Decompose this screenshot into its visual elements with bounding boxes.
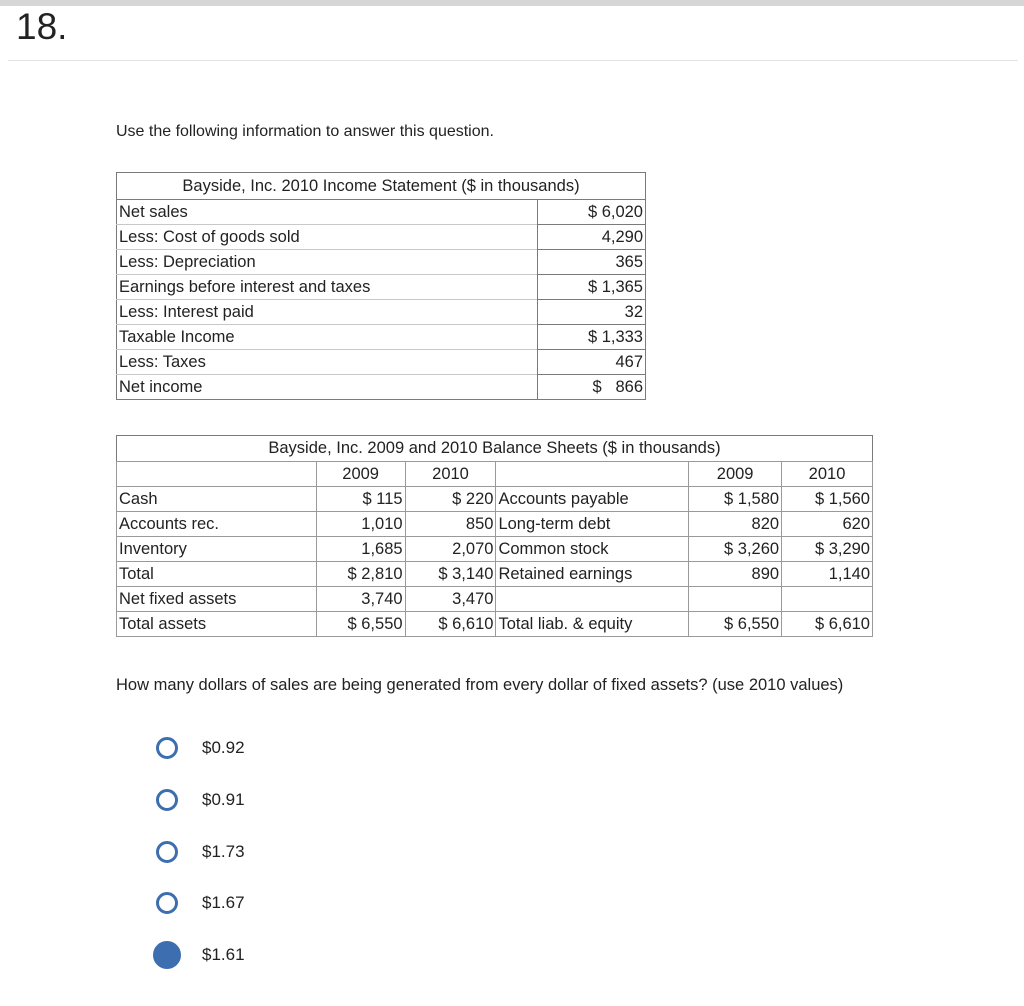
liability-2010: $ 3,290 (782, 537, 873, 562)
row-label: Less: Interest paid (117, 300, 538, 325)
table-row (117, 325, 646, 350)
column-header-2010: 2010 (782, 462, 873, 487)
table-row (117, 275, 646, 300)
asset-2009: $ 115 (316, 487, 405, 512)
liability-2009: 890 (689, 562, 782, 587)
table-row (117, 512, 873, 537)
asset-2009: $ 2,810 (316, 562, 405, 587)
liability-label: Long-term debt (496, 512, 689, 537)
row-label: Net sales (117, 200, 538, 225)
table-row (117, 250, 646, 275)
column-header-2009: 2009 (316, 462, 405, 487)
table-row (117, 587, 873, 612)
liability-label: Retained earnings (496, 562, 689, 587)
asset-2010: 3,470 (405, 587, 496, 612)
row-label: Taxable Income (117, 325, 538, 350)
row-label: Less: Cost of goods sold (117, 225, 538, 250)
intro-text: Use the following information to answer this question. (116, 123, 494, 140)
table-row (117, 537, 873, 562)
radio-button-icon[interactable] (156, 841, 178, 863)
liability-label: Common stock (496, 537, 689, 562)
row-value: $ 866 (537, 375, 645, 400)
table-row (117, 487, 873, 512)
row-value: $ 6,020 (537, 200, 645, 225)
question-text: How many dollars of sales are being generated from every dollar of fixed assets? (use 2010 values) (116, 676, 844, 694)
row-value: $ 1,333 (537, 325, 645, 350)
answer-option-label: $1.73 (202, 842, 245, 861)
liability-2010 (782, 587, 873, 612)
row-value: 4,290 (537, 225, 645, 250)
balance-sheet-title: Bayside, Inc. 2009 and 2010 Balance Sheets ($ in thousands) (117, 436, 873, 462)
asset-2009: 3,740 (316, 587, 405, 612)
row-label: Less: Taxes (117, 350, 538, 375)
row-label: Earnings before interest and taxes (117, 275, 538, 300)
radio-button-icon[interactable] (156, 892, 178, 914)
answer-option-selected[interactable] (156, 941, 245, 969)
answer-option[interactable] (156, 841, 245, 863)
empty-cell (117, 462, 317, 487)
answer-option-label: $0.92 (202, 738, 245, 757)
asset-label: Inventory (117, 537, 317, 562)
asset-2010: 2,070 (405, 537, 496, 562)
income-statement-table (116, 172, 646, 400)
liability-2010: $ 1,560 (782, 487, 873, 512)
answer-option-label: $0.91 (202, 790, 245, 809)
asset-2010: $ 3,140 (405, 562, 496, 587)
header-row (117, 462, 873, 487)
column-header-2009: 2009 (689, 462, 782, 487)
row-label: Less: Depreciation (117, 250, 538, 275)
table-row (117, 300, 646, 325)
liability-2009: $ 1,580 (689, 487, 782, 512)
answer-option[interactable] (156, 789, 245, 811)
row-value: 467 (537, 350, 645, 375)
liability-label (496, 587, 689, 612)
table-row (117, 350, 646, 375)
asset-2009: $ 6,550 (316, 612, 405, 637)
asset-2010: $ 220 (405, 487, 496, 512)
asset-label: Cash (117, 487, 317, 512)
answer-option-label: $1.61 (202, 945, 245, 964)
asset-label: Accounts rec. (117, 512, 317, 537)
liability-2009: 820 (689, 512, 782, 537)
liability-2010: 1,140 (782, 562, 873, 587)
table-row (117, 225, 646, 250)
asset-2010: 850 (405, 512, 496, 537)
liability-2009: $ 3,260 (689, 537, 782, 562)
balance-sheet-table (116, 435, 873, 637)
table-row (117, 375, 646, 400)
asset-2009: 1,685 (316, 537, 405, 562)
empty-cell (496, 462, 689, 487)
liability-2010: $ 6,610 (782, 612, 873, 637)
liability-2009 (689, 587, 782, 612)
top-bar (0, 0, 1024, 6)
question-number: 18. (16, 6, 68, 47)
liability-label: Accounts payable (496, 487, 689, 512)
table-row (117, 562, 873, 587)
answer-option-label: $1.67 (202, 893, 245, 912)
income-statement-title: Bayside, Inc. 2010 Income Statement ($ in thousands) (117, 173, 646, 200)
table-row (117, 612, 873, 637)
liability-label: Total liab. & equity (496, 612, 689, 637)
asset-2010: $ 6,610 (405, 612, 496, 637)
radio-button-selected-icon[interactable] (153, 941, 181, 969)
header-divider (8, 60, 1018, 61)
row-label: Net income (117, 375, 538, 400)
asset-label: Net fixed assets (117, 587, 317, 612)
answer-option[interactable] (156, 892, 245, 914)
answer-option[interactable] (156, 737, 245, 759)
asset-label: Total assets (117, 612, 317, 637)
radio-button-icon[interactable] (156, 789, 178, 811)
table-row (117, 200, 646, 225)
row-value: 365 (537, 250, 645, 275)
liability-2009: $ 6,550 (689, 612, 782, 637)
asset-label: Total (117, 562, 317, 587)
liability-2010: 620 (782, 512, 873, 537)
row-value: $ 1,365 (537, 275, 645, 300)
row-value: 32 (537, 300, 645, 325)
column-header-2010: 2010 (405, 462, 496, 487)
radio-button-icon[interactable] (156, 737, 178, 759)
asset-2009: 1,010 (316, 512, 405, 537)
